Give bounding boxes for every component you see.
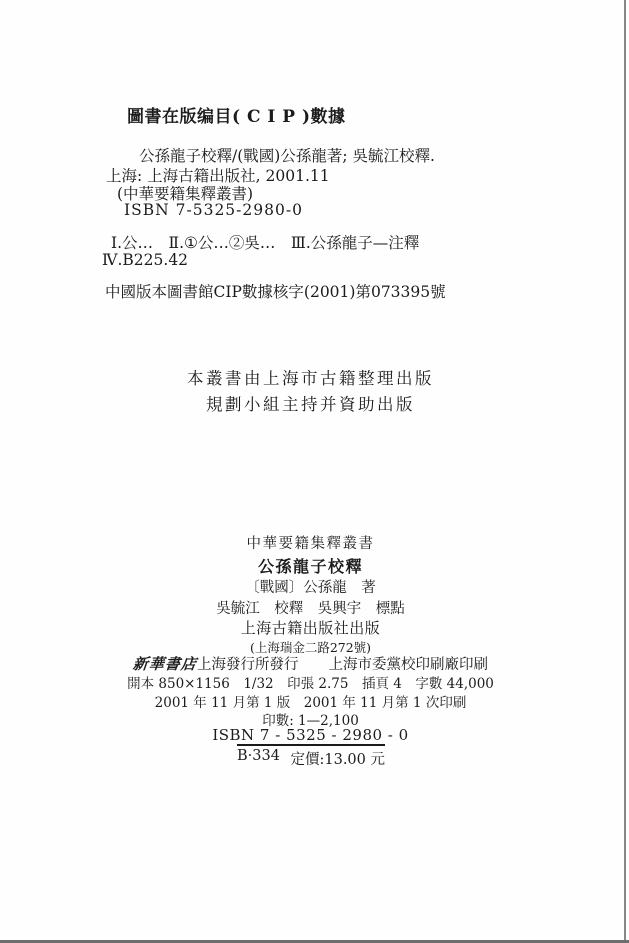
isbn-line: ISBN 7 - 5325 - 2980 - 0 xyxy=(212,726,409,744)
distributor-text: 上海發行所發行 xyxy=(197,657,299,673)
cip-entry-publisher: 上海: 上海古籍出版社, 2001.11 xyxy=(106,167,330,185)
cip-header: 圖書在版编目( C I P )數據 xyxy=(127,107,346,127)
editors-line: 吳毓江 校釋 吳興宇 標點 xyxy=(216,601,405,617)
cip-classification-line1: Ⅰ.公… Ⅱ.①公…②吳… Ⅲ.公孫龍子—注釋 xyxy=(111,234,420,252)
cip-registry-number: 中國版本圖書館CIP數據核字(2001)第073395號 xyxy=(105,283,446,301)
printer-text: 上海市委黨校印刷廠印刷 xyxy=(328,657,488,673)
book-title: 公孫龍子校釋 xyxy=(257,557,363,576)
cip-entry-isbn: ISBN 7-5325-2980-0 xyxy=(124,201,303,219)
cip-entry-series: (中華要籍集釋叢書) xyxy=(117,185,254,203)
format-line: 開本 850×1156 1/32 印張 2.75 插頁 4 字數 44,000 xyxy=(127,676,494,692)
series-name: 中華要籍集釋叢書 xyxy=(246,536,375,552)
edition-line: 2001 年 11 月第 1 版 2001 年 11 月第 1 次印刷 xyxy=(154,695,467,711)
author-line: 〔戰國〕公孫龍 著 xyxy=(245,580,376,596)
price-label: 定價:13.00 元 xyxy=(290,752,385,768)
print-run-line: 印數: 1—2,100 xyxy=(262,713,359,729)
price-row xyxy=(237,748,385,769)
funding-statement-line1: 本叢書由上海市古籍整理出版 xyxy=(187,369,434,388)
publisher-line: 上海古籍出版社出版 xyxy=(240,619,381,637)
cip-entry-title: 公孫龍子校釋/(戰國)公孫龍著; 吳毓江校釋. xyxy=(139,147,435,165)
xinhua-bookstore-script-logo: 新華書店 xyxy=(131,655,198,673)
publisher-address: (上海瑞金二路272號) xyxy=(249,640,372,655)
isbn-divider-rule xyxy=(237,744,385,746)
funding-statement-line2: 規劃小組主持并資助出版 xyxy=(206,395,415,414)
distribution-line xyxy=(0,653,621,674)
cip-classification-line2: Ⅳ.B225.42 xyxy=(102,251,189,269)
scan-edge-right xyxy=(624,0,626,943)
book-number: B·334 xyxy=(237,748,280,764)
